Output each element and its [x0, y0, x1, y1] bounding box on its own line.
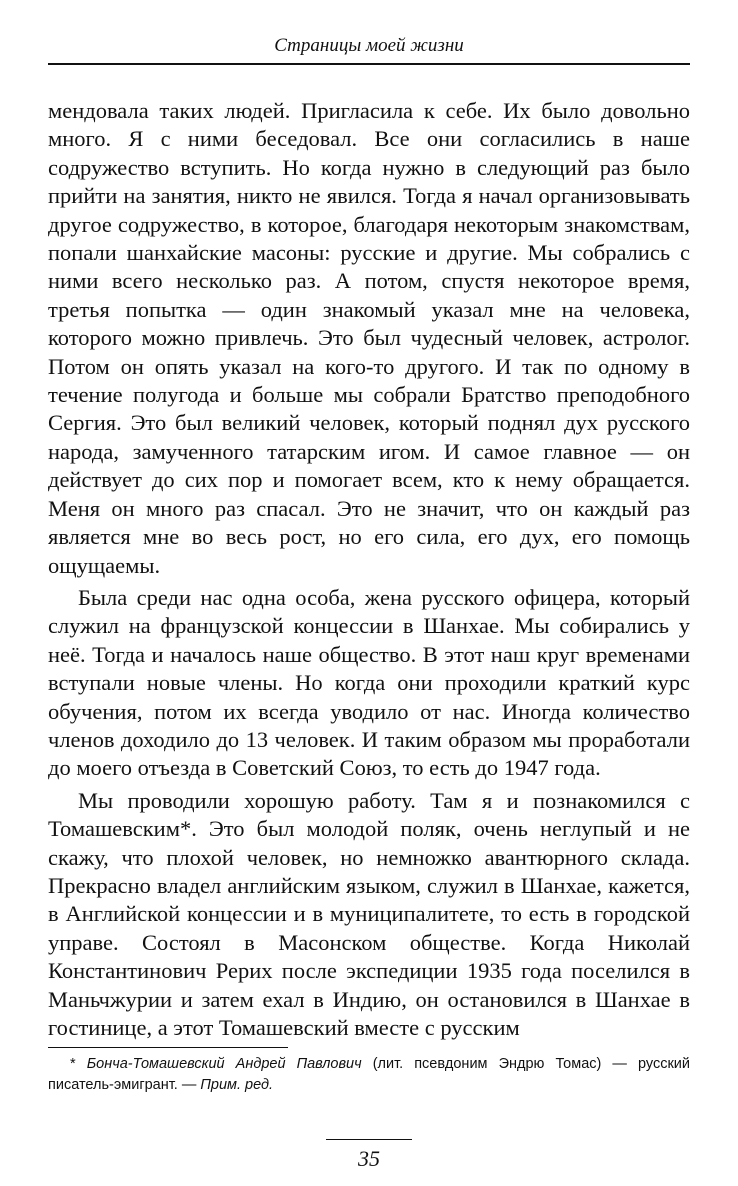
footnote-text: (лит. псевдоним Эндрю Томас) — русский писатель-эмигрант. — — [48, 1056, 690, 1093]
footnote-marker: * — [70, 1056, 76, 1072]
page-number-rule — [326, 1139, 412, 1140]
page-number: 35 — [358, 1146, 380, 1171]
paragraph: Была среди нас одна особа, жена русского офицера, который служил на французской концессии в Шанхае. Мы собирались у неё. Тогда и началось наше общество. В этот наш круг временами вступали новые члены. Но когда они проходили краткий курс обучения, потом их всегда уводило от нас. Иногда количество членов доходило до 13 человек. И таким образом мы проработали до моего отъезда в Советский Союз, то есть до 1947 года. — [48, 584, 690, 781]
footnote-rule — [48, 1047, 288, 1048]
paragraph: мендовала таких людей. Пригласила к себе. Их было довольно много. Я с ними беседовал. Все они согласились в наше содружество вступить. Но когда нужно в следующий раз было прийти на занятия, никто не явился. Тогда я начал организовывать другое содружество, в которое, благодаря некоторым знакомствам, попали шанхайские масоны: русские и другие. Мы собрались с ними всего несколько раз. А потом, спустя некоторое время, третья попытка — один знакомый указал мне на человека, которого можно привлечь. Это был чудесный человек, астролог. Потом он опять указал на кого-то другого. И так по одному в течение полугода и больше мы собрали Братство преподобного Сергия. Это был великий человек, который поднял дух русского народа, замученного татарским игом. И самое главное — он действует до сих пор и помогает всем, кто к нему обращается. Меня он много раз спасал. Это не значит, что он каждый раз является мне во весь рост, но его сила, его дух, его помощь ощущаемы. — [48, 98, 690, 578]
header-rule — [48, 63, 690, 65]
footnote-name: Бонча-Томашевский Андрей Павлович — [86, 1056, 362, 1072]
running-title: Страницы моей жизни — [274, 35, 464, 56]
footnote — [48, 1054, 690, 1096]
paragraph: Мы проводили хорошую работу. Там я и познакомился с Томашевским*. Это был молодой поляк, очень неглупый и не скажу, что плохой человек, но немножко авантюрного склада. Прекрасно владел английским языком, служил в Шанхае, кажется, в Английской концессии и в муниципалитете, то есть в городской управе. Состоял в Масонском обществе. Когда Николай Константинович Рерих после экспедиции 1935 года поселился в Маньчжурии и затем ехал в Индию, он остановился в Шанхае в гостинице, а этот Томашевский вместе с русским — [48, 787, 690, 1040]
main-text — [48, 97, 690, 1042]
footnote-editor-note: Прим. ред. — [200, 1077, 274, 1093]
